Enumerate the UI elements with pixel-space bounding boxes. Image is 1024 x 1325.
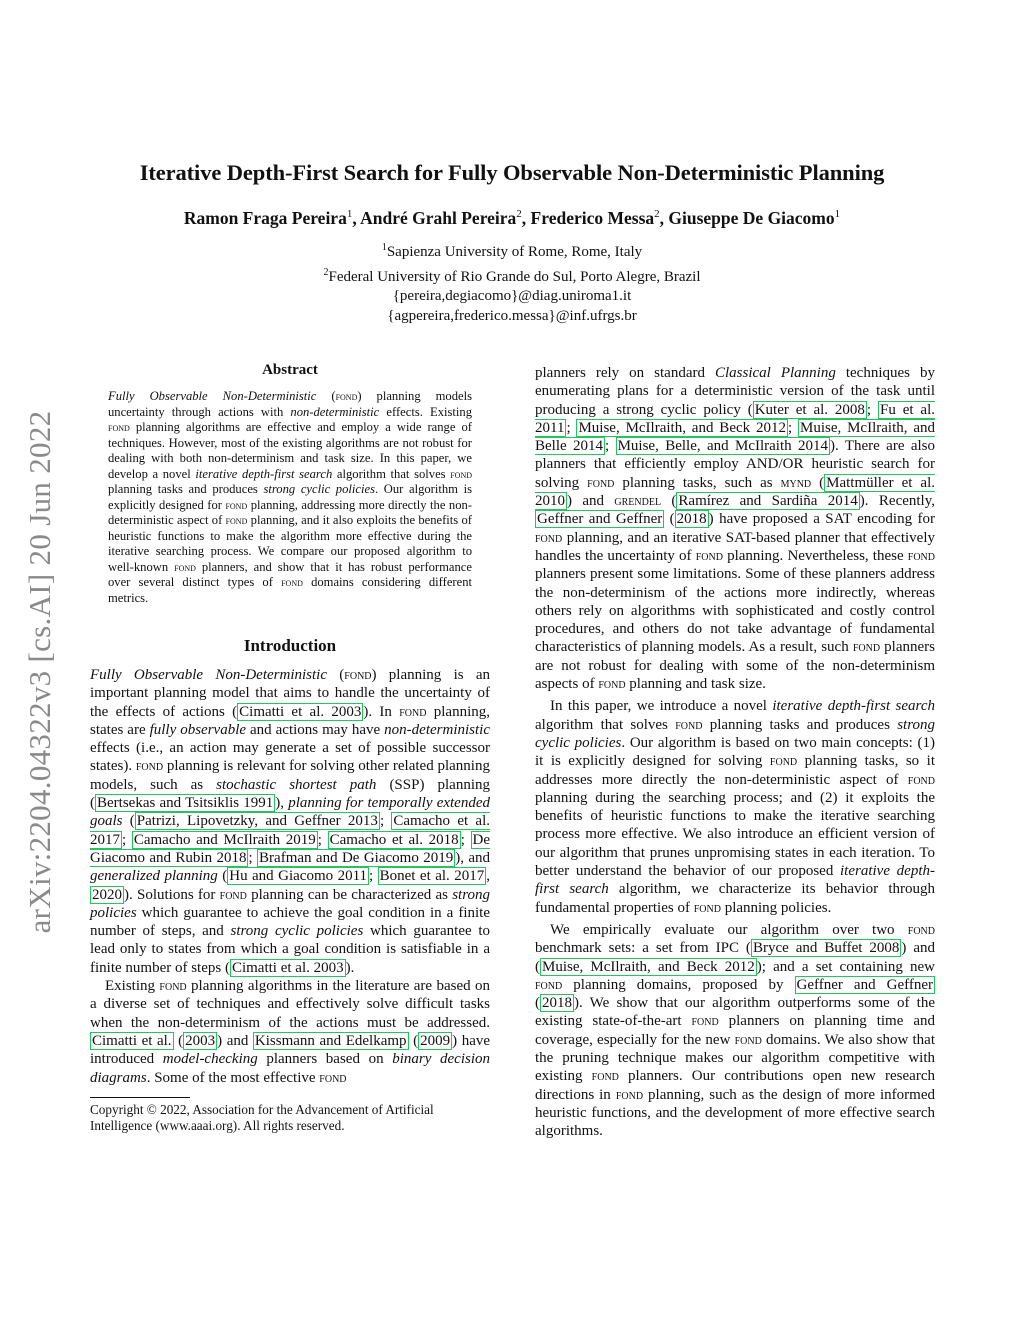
citation-link[interactable]: 2020 [92,886,122,903]
arxiv-identifier-sidebar [10,372,70,972]
citation-link[interactable]: Cimatti et al. 2003 [231,959,344,976]
affiliation-mark: 2 [516,208,522,221]
citation-link[interactable]: Muise, McIlraith, and Beck 2012 [578,419,786,436]
abstract-text: Fully Observable Non-Deterministic (fond) planning models uncertainty through actions with non-deterministic effects. Existing fond planning algorithms are effective and employ a wide range of techniques. However, most of the existing algorithms are not robust for dealing with both non-determinism and task size. In this paper, we develop a novel iterative depth-first search algorithm that solves fond planning tasks and produces strong cyclic policies. Our algorithm is explicitly designed for fond planning, addressing more directly the non-deterministic aspect of fond planning, and it also exploits the benefits of heuristic functions to make the algorithm more effective during the iterative searching process. We compare our proposed algorithm to well-known fond planners, and show that it has robust performance over several distinct types of fond domains considering different metrics. [108,389,473,605]
citation-link[interactable]: Camacho et al. 2017 [90,813,490,848]
citation-link[interactable]: Bryce and Buffet 2008 [752,940,900,957]
author-name: Frederico Messa [530,208,655,228]
copyright-footnote: Copyright © 2022, Association for the Advancement of Artificial Intelligence (www.aaai.org). All rights reserved. [90,1101,434,1133]
left-column [90,362,490,1134]
affiliation-mark: 1 [834,208,841,221]
citation-link[interactable]: Cimatti et al. 2003 [239,703,362,720]
footnote-divider [90,1097,190,1098]
author-name: Ramon Fraga Pereira [183,208,347,228]
citation-link[interactable]: Ramírez and Sardiña 2014 [678,493,858,510]
right-paragraph-1: planners rely on standard Classical Planning techniques by enumerating plans for a deterministic version of the task until producing a strong cyclic policy ( Kuter et al. 2008 ; Fu et al. 2011 ; Muise, McIlraith, and Beck 2012 ; Muise, McIlraith, and Belle 2014 ; Muise, Belle, and McIlraith 2014 ). There are also planners that efficiently employ AND/OR heuristic search for solving fond planning tasks, such as mynd ( Mattmüller et al. 2010 ) and grendel ( Ramírez and Sardiña 2014 ). Recently, Geffner and Geffner ( 2018 ) have proposed a SAT encoding for fond planning, and an iterative SAT-based planner that effectively handles the uncertainty of fond planning. Nevertheless, these fond planners present some limitations. Some of these planners address the non-determinism of the actions more indirectly, whereas others rely on algorithms with sophisticated and costly control procedures, and others do not take advantage of fundamental characteristics of planning models. As a result, such fond planners are not robust for dealing with some of the non-determinism aspects of fond planning and task size. [535,365,936,693]
author-name: André Grahl Pereira [360,208,517,228]
email-1: {pereira,degiacomo}@diag.uniroma1.it [392,288,632,304]
affiliations [80,238,944,326]
citation-link[interactable]: Camacho and McIlraith 2019 [133,831,316,848]
author-name: Giuseppe De Giacomo [668,208,835,228]
citation-link[interactable]: Kissmann and Edelkamp [254,1032,407,1049]
citation-link[interactable]: Mattmüller et al. 2010 [535,474,936,510]
citation-link[interactable]: 2018 [542,995,572,1012]
citation-link[interactable]: Bertsekas and Tsitsiklis 1991 [97,795,274,812]
intro-paragraph-1: Fully Observable Non-Deterministic (fond) planning is an important planning model that aims to handle the uncertainty of the effects of actions ( Cimatti et al. 2003 ). In fond planning, states are fully observable and actions may have non-deterministic effects (i.e., an action may generate a set of possible successor states). fond planning is relevant for solving other related planning models, such as stochastic shortest path (SSP) planning ( Bertsekas and Tsitsiklis 1991 ), planning for temporally extended goals ( Patrizi, Lipovetzky, and Geffner 2013 ; Camacho et al. 2017 ; Camacho and McIlraith 2019 ; Camacho et al. 2018 ; De Giacomo and Rubin 2018 ; Brafman and De Giacomo 2019 ), and generalized planning ( Hu and Giacomo 2011 ; Bonet et al. 2017 , 2020 ). Solutions for fond planning can be characterized as strong policies which guarantee to achieve the goal condition in a finite number of steps, and strong cyclic policies which guarantee to lead only to states from which a goal condition is satisfiable in a finite number of steps ( Cimatti et al. 2003 ). [90,667,491,976]
citation-link[interactable]: Fu et al. 2011 [535,401,935,436]
right-paragraph-2: In this paper, we introduce a novel iterative depth-first search algorithm that solves fond planning tasks and produces strong cyclic policies. Our algorithm is based on two main concepts: (1) it is explicitly designed for solving fond planning tasks, so it addresses more directly the non-deterministic aspect of fond planning during the searching process; and (2) it exploits the benefits of heuristic functions to make the iterative searching process more effective. We also introduce an efficient version of our algorithm that prunes unpromising states in each iteration. To better understand the behavior of our proposed iterative depth-first search algorithm, we characterize its behavior through fundamental properties of fond planning policies. [535,698,935,916]
abstract-heading: Abstract [262,362,318,378]
paper-title: Iterative Depth-First Search for Fully Observable Non-Deterministic Planning [139,160,885,185]
affiliation-mark: 1 [346,208,353,221]
citation-link[interactable]: 2009 [420,1032,451,1049]
citation-link[interactable]: 2003 [185,1032,216,1049]
affiliation-mark: 2 [654,208,660,221]
author-list: Ramon Fraga Pereira$^1$, André Grahl Pereira$^2$, Frederico Messa$^2$, Giuseppe De Giacomo$^1$ [183,208,841,228]
citation-link[interactable]: Bonet et al. 2017 [379,868,485,885]
citation-link[interactable]: 2018 [676,511,707,528]
intro-paragraph-2: Existing fond planning algorithms in the literature are based on a diverse set of techniques and effectively solve difficult tasks when the non-determinism of the actions must be addressed. Cimatti et al. ( 2003 ) and Kissmann and Edelkamp ( 2009 ) have introduced model-checking planners based on binary decision diagrams. Some of the most effective fond [90,978,491,1086]
citation-link[interactable]: Muise, McIlraith, and Beck 2012 [542,958,755,975]
affiliation-1: $^1$Sapienza University of Rome, Rome, Italy [381,242,643,260]
email-2: {agpereira,frederico.messa}@inf.ufrgs.br [387,307,637,324]
introduction-heading: Introduction [243,636,337,655]
citation-link[interactable]: Muise, Belle, and McIlraith 2014 [617,438,828,455]
arxiv-identifier: arXiv:2204.04322v3 [cs.AI] 20 Jun 2022 [22,410,57,934]
citation-link[interactable]: Hu and Giacomo 2011 [229,868,368,885]
citation-link[interactable]: Brafman and De Giacomo 2019 [259,849,454,866]
citation-link[interactable]: Muise, McIlraith, and Belle 2014 [535,419,935,455]
citation-link[interactable]: Geffner and Geffner [796,976,933,993]
citation-link[interactable]: Patrizi, Lipovetzky, and Geffner 2013 [136,813,378,830]
right-paragraph-3: We empirically evaluate our algorithm over two fond benchmark sets: a set from IPC ( Bryce and Buffet 2008 ) and ( Muise, McIlraith, and Beck 2012 ); and a set containing new fond planning domains, proposed by Geffner and Geffner ( 2018 ). We show that our algorithm outperforms some of the existing state-of-the-art fond planners on planning time and coverage, especially for the new fond domains. We also show that the pruning technique makes our algorithm competitive with existing fond planners. Our contributions open new research directions in fond planning, such as the design of more informed heuristic functions, and the development of more effective search algorithms. [535,921,936,1140]
citation-link[interactable]: Kuter et al. 2008 [754,401,865,418]
affiliation-2: $^2$Federal University of Rio Grande do Sul, Porto Alegre, Brazil [323,266,701,285]
citation-link[interactable]: De Giacomo and Rubin 2018 [90,831,491,866]
citation-link[interactable]: Camacho et al. 2018 [329,831,459,848]
right-column [535,364,935,1140]
citation-link[interactable]: Geffner and Geffner [537,511,663,528]
citation-link[interactable]: Cimatti et al. [92,1032,172,1049]
